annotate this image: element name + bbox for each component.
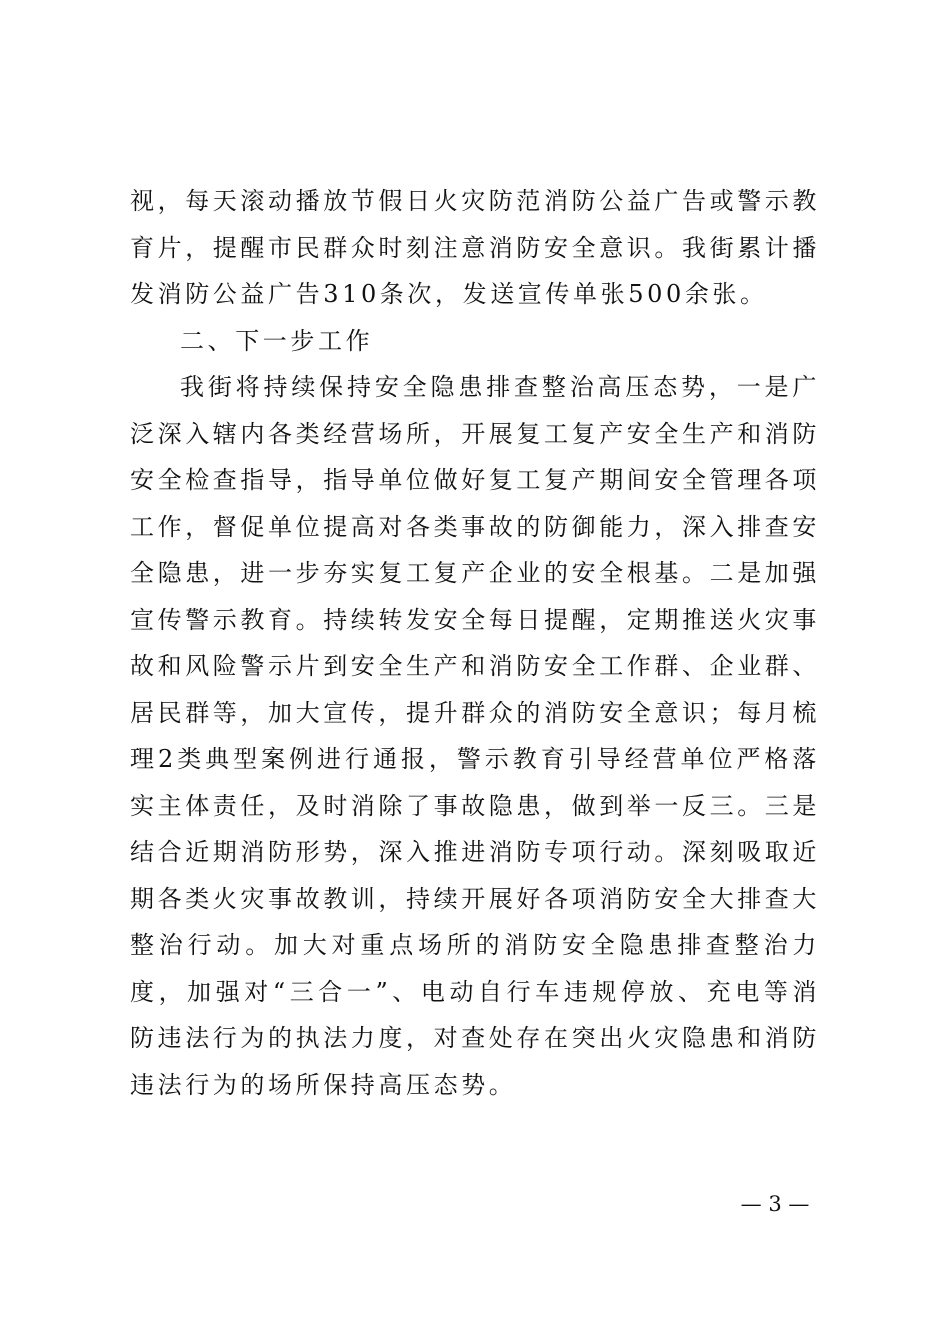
section-heading-next-steps: 二、下一步工作: [180, 326, 374, 355]
paragraph-publicity-continued: 视，每天滚动播放节假日火灾防范消防公益广告或警示教育片，提醒市民群众时刻注意消防安全意识。我街累计播发消防公益广告310条次，发送宣传单张500余张。: [130, 187, 820, 308]
paragraph-next-steps: 我街将持续保持安全隐患排查整治高压态势，一是广泛深入辖内各类经营场所，开展复工复产安全生产和消防安全检查指导，指导单位做好复工复产期间安全管理各项工作，督促单位提高对各类事故的防御能力，深入排查安全隐患，进一步夯实复工复产企业的安全根基。二是加强宣传警示教育。持续转发安全每日提醒，定期推送火灾事故和风险警示片到安全生产和消防安全工作群、企业群、居民群等，加大宣传，提升群众的消防安全意识；每月梳理2类典型案例进行通报，警示教育引导经营单位严格落实主体责任，及时消除了事故隐患，做到举一反三。三是结合近期消防形势，深入推进消防专项行动。深刻吸取近期各类火灾事故教训，持续开展好各项消防安全大排查大整治行动。加大对重点场所的消防安全隐患排查整治力度，加强对“三合一”、电动自行车违规停放、充电等消防违法行为的执法力度，对查处存在突出火灾隐患和消防违法行为的场所保持高压态势。: [130, 373, 820, 1099]
document-body: [130, 178, 820, 1108]
page-number: — 3 —: [740, 1192, 810, 1216]
